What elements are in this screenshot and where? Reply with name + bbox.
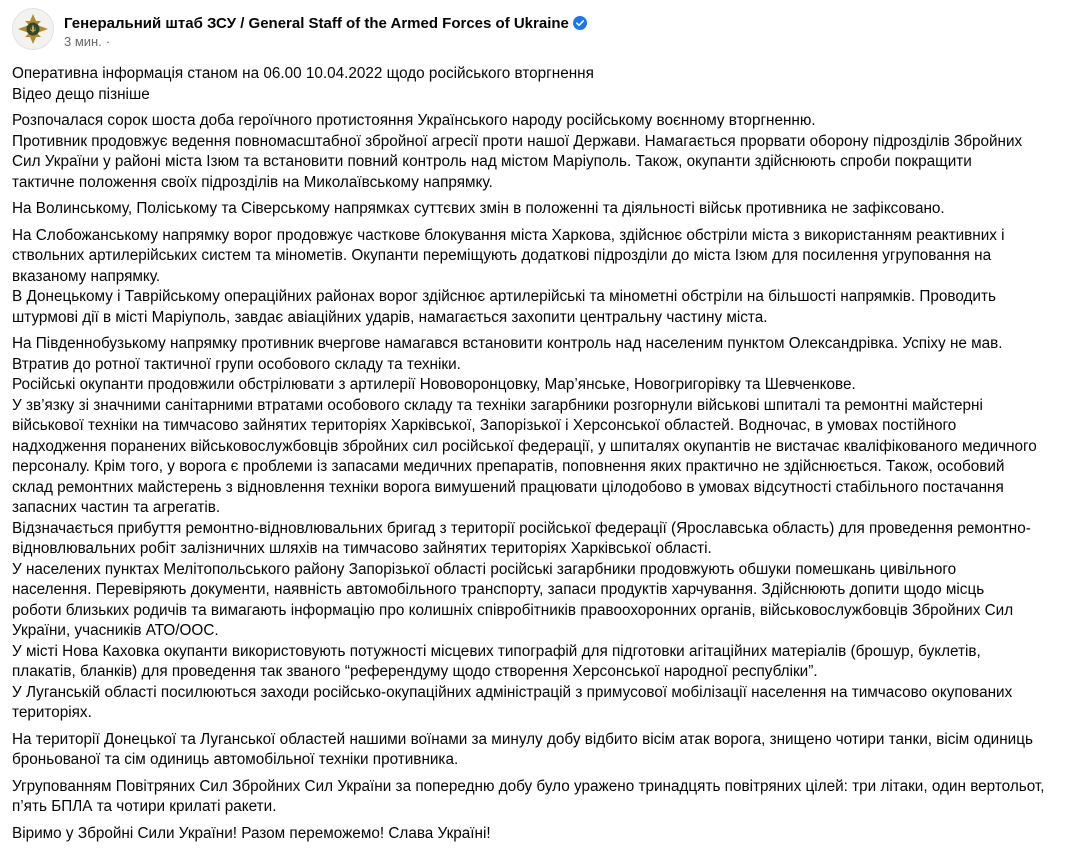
post-text-line: У Луганській області посилюються заходи російсько-окупаційних адміністрацій з примусової мобілізації населення на тимчасово окупованих (12, 683, 1013, 701)
post-text-line: запасних частин та агрегатів. (12, 499, 221, 516)
post-text-line: Втратив до ротної тактичної групи особового складу та техніки. (12, 355, 461, 373)
post-meta (64, 34, 110, 49)
post-text-line: п’ять БПЛА та чотири крилаті ракети. (12, 798, 277, 815)
post-text-line: військової техніки на тимчасово зайнятих територіях Харківської, Запорізької і Херсонської областей. Водночас, в умовах постійного (12, 417, 957, 434)
post-text-line: Російські окупанти продовжили обстрілювати з артилерії Нововоронцовку, Мар’янське, Новогригорівку та Шевченкове. (12, 376, 856, 393)
post-text-line: У місті Нова Каховка окупанти використовують потужності місцевих типографій для підготовки агітаційних матеріалів (брошур, буклетів, (12, 642, 981, 660)
post-text-line: вказаному напрямку. (12, 267, 161, 285)
post-text-line: На Південнобузькому напрямку противник вчергове намагався встановити контроль над населеним пунктом Олександрівка. Успіху не мав. (12, 335, 1003, 352)
post-text-line: У населених пунктах Мелітопольського району Запорізької області російські загарбники продовжують обшуки помешкань цивільного (12, 560, 957, 578)
post-paragraph (12, 824, 1072, 845)
author-line (64, 13, 587, 33)
post-text-line: ствольних артилерійських систем та мінометів. Окупанти переміщують додаткові підрозділи до міста Ізюм для посилення угруповання на (12, 247, 992, 264)
post-paragraph (12, 199, 1072, 220)
post-text-line: персоналу. Крім того, у ворога є проблеми із запасами медичних препаратів, поповнення яких практично не здійснюється. Також, особовий (12, 458, 1005, 475)
post-text-line: Відео дещо пізніше (12, 85, 150, 103)
post-text-line: Угрупованням Повітряних Сил Збройних Сил України за попередню добу було уражено тринадцять повітряних цілей: три літаки, один вертольот, (12, 777, 1045, 795)
post-text-line: надходження поранених військовослужбовців збройних сил російської федерації, у шпиталях окупантів не вистачає кваліфікованого медичного (12, 437, 1037, 455)
post-header (12, 8, 1068, 54)
post-text-line: штурмові дії в місті Маріуполь, завдає авіаційних ударів, намагається захопити центральну частину міста. (12, 308, 768, 326)
post-text-line: роботи близьких родичів та вимагають інформацію про колишніх співробітників правоохоронних органів, військовослужбовців Збройних Сил (12, 601, 1014, 619)
post-paragraph (12, 777, 1072, 818)
meta-separator: · (105, 34, 111, 49)
armed-forces-emblem-icon (13, 9, 53, 49)
author-name[interactable]: Генеральний штаб ЗСУ / General Staff of the Armed Forces of Ukraine (64, 14, 569, 32)
post-text-line: На Слобожанському напрямку ворог продовжує часткове блокування міста Харкова, здійснює обстріли міста з використанням реактивних і (12, 226, 1005, 244)
page-avatar[interactable] (12, 8, 54, 50)
post-text-line: В Донецькому і Таврійському операційних районах ворог здійснює артилерійські та мінометні обстріли на більшості напрямків. Проводить (12, 288, 996, 305)
post-paragraph (12, 111, 1072, 193)
post-body (12, 64, 1072, 850)
post-text-line: Віримо у Збройні Сили України! Разом переможемо! Слава Україні! (12, 824, 491, 842)
post-text-line: плакатів, бланків) для проведення так званого “референдуму щодо створення Херсонської народної республіки”. (12, 663, 818, 680)
post-paragraph (12, 64, 1072, 105)
post-text-line: Противник продовжує ведення повномасштабної збройної агресії проти нашої Держави. Намагається прорвати оборону підрозділів Збройних (12, 132, 1023, 150)
post-text-line: України, учасників АТО/ООС. (12, 622, 219, 639)
post-timestamp[interactable]: 3 мин. (64, 34, 102, 49)
post-text-line: Відзначається прибуття ремонтно-відновлювальних бригад з території російської федерації (Ярославська область) для проведення ремонтно- (12, 519, 1031, 537)
post-text-line: На території Донецької та Луганської областей нашими воїнами за минулу добу відбито вісім атак ворога, знищено чотири танки, вісім одиниць (12, 730, 1033, 748)
post-text-line: броньованої та сім одиниць автомобільної техніки противника. (12, 751, 459, 768)
post-text-line: територіях. (12, 704, 92, 721)
post-text-line: Оперативна інформація станом на 06.00 10.04.2022 щодо російського вторгнення (12, 65, 594, 82)
post-text-line: тактичне положення своїх підрозділів на Миколаївському напрямку. (12, 173, 493, 191)
post-paragraph (12, 334, 1072, 724)
post-text-line: склад ремонтних майстерень з відновлення техніки ворога вимушений працювати цілодобово в умовах відсутності стабільного постачання (12, 478, 1004, 496)
post-paragraph (12, 730, 1072, 771)
post-text-line: Розпочалася сорок шоста доба героїчного протистояння Українського народу російському воєнному вторгненню. (12, 112, 816, 129)
verified-badge-icon (573, 16, 587, 30)
post-text-line: Сил України у районі міста Ізюм та встановити повний контроль над містом Маріуполь. Також, окупанти здійснюють спроби покращити (12, 153, 972, 170)
post-text-line: відновлювальних робіт залізничних шляхів на тимчасово зайнятих територіях Харківської області. (12, 540, 712, 557)
post-paragraph (12, 226, 1072, 329)
post-text-line: населення. Перевіряють документи, наявність автомобільного транспорту, запаси продуктів харчування. Здійснюють допити щодо місць (12, 581, 985, 598)
post-text-line: У зв’язку зі значними санітарними втратами особового складу та техніки загарбники розгорнули військові шпиталі та ремонтні майстерні (12, 396, 983, 414)
post-text-line: На Волинському, Поліському та Сіверському напрямках суттєвих змін в положенні та діяльності військ противника не зафіксовано. (12, 200, 945, 217)
